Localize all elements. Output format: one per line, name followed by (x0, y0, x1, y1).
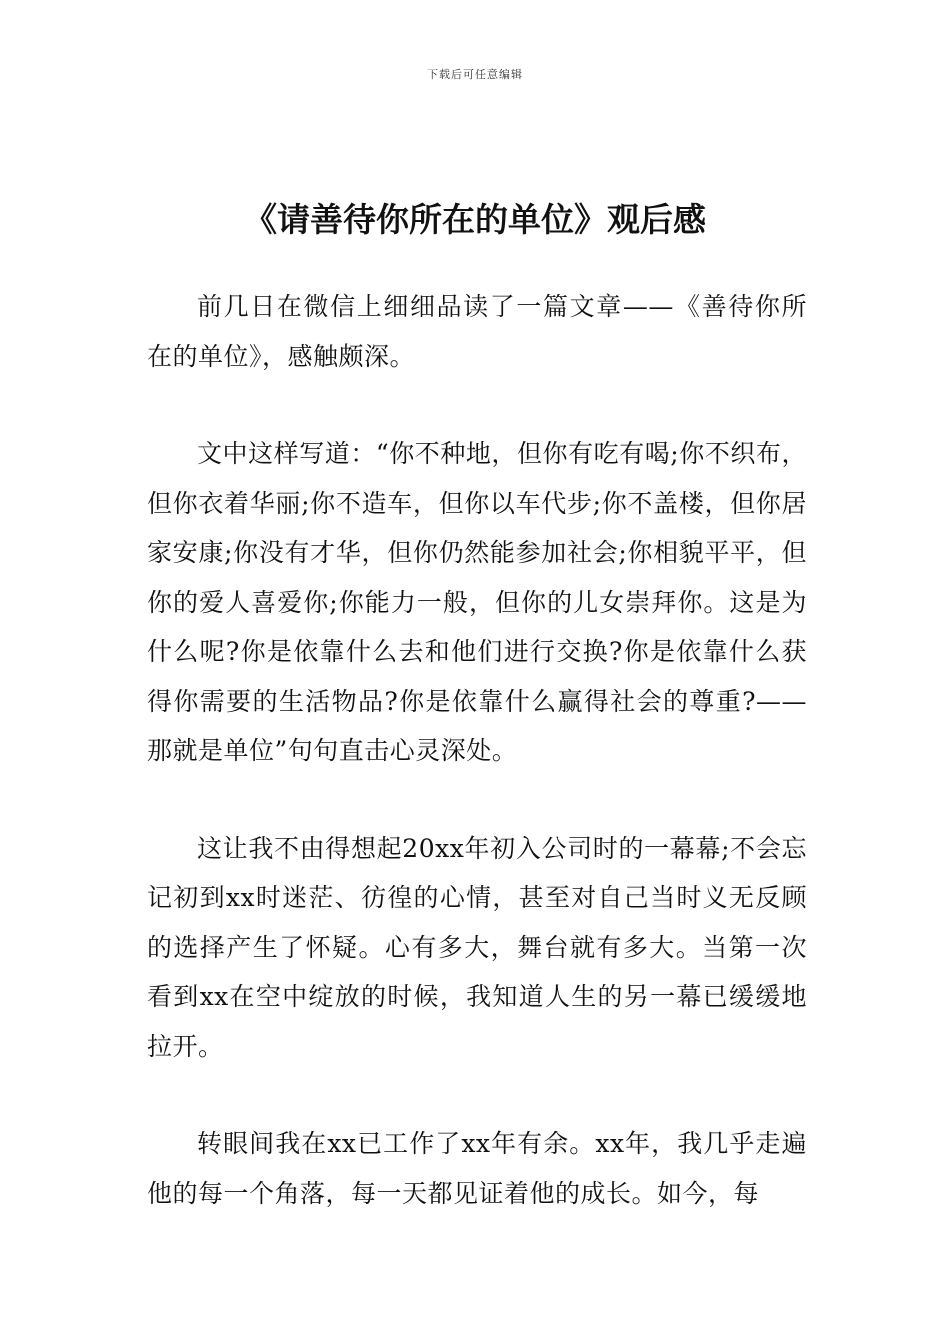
paragraph-4: 转眼间我在xx已工作了xx年有余。xx年，我几乎走遍他的每一个角落，每一天都见证着他的成长。如今，每 (147, 1129, 807, 1208)
document-body (147, 282, 807, 1266)
paragraph-3: 这让我不由得想起20xx年初入公司时的一幕幕;不会忘记初到xx时迷茫、彷徨的心情，甚至对自己当时义无反顾的选择产生了怀疑。心有多大，舞台就有多大。当第一次看到xx在空中绽放的时候，我知道人生的另一幕已缓缓地拉开。 (147, 833, 807, 1061)
header-note: 下载后可任意编辑 (427, 68, 523, 81)
paragraph-2: 文中这样写道：“你不种地，但你有吃有喝;你不织布，但你衣着华丽;你不造车，但你以车代步;你不盖楼，但你居家安康;你没有才华，但你仍然能参加社会;你相貌平平，但你的爱人喜爱你;你能力一般，但你的儿女崇拜你。这是为什么呢?你是依靠什么去和他们进行交换?你是依靠什么获得你需要的生活物品?你是依靠什么赢得社会的尊重?——那就是单位”句句直击心灵深处。 (147, 439, 807, 765)
paragraph-1: 前几日在微信上细细品读了一篇文章——《善待你所在的单位》，感触颇深。 (147, 292, 807, 371)
document-title: 《请善待你所在的单位》观后感 (244, 200, 706, 240)
